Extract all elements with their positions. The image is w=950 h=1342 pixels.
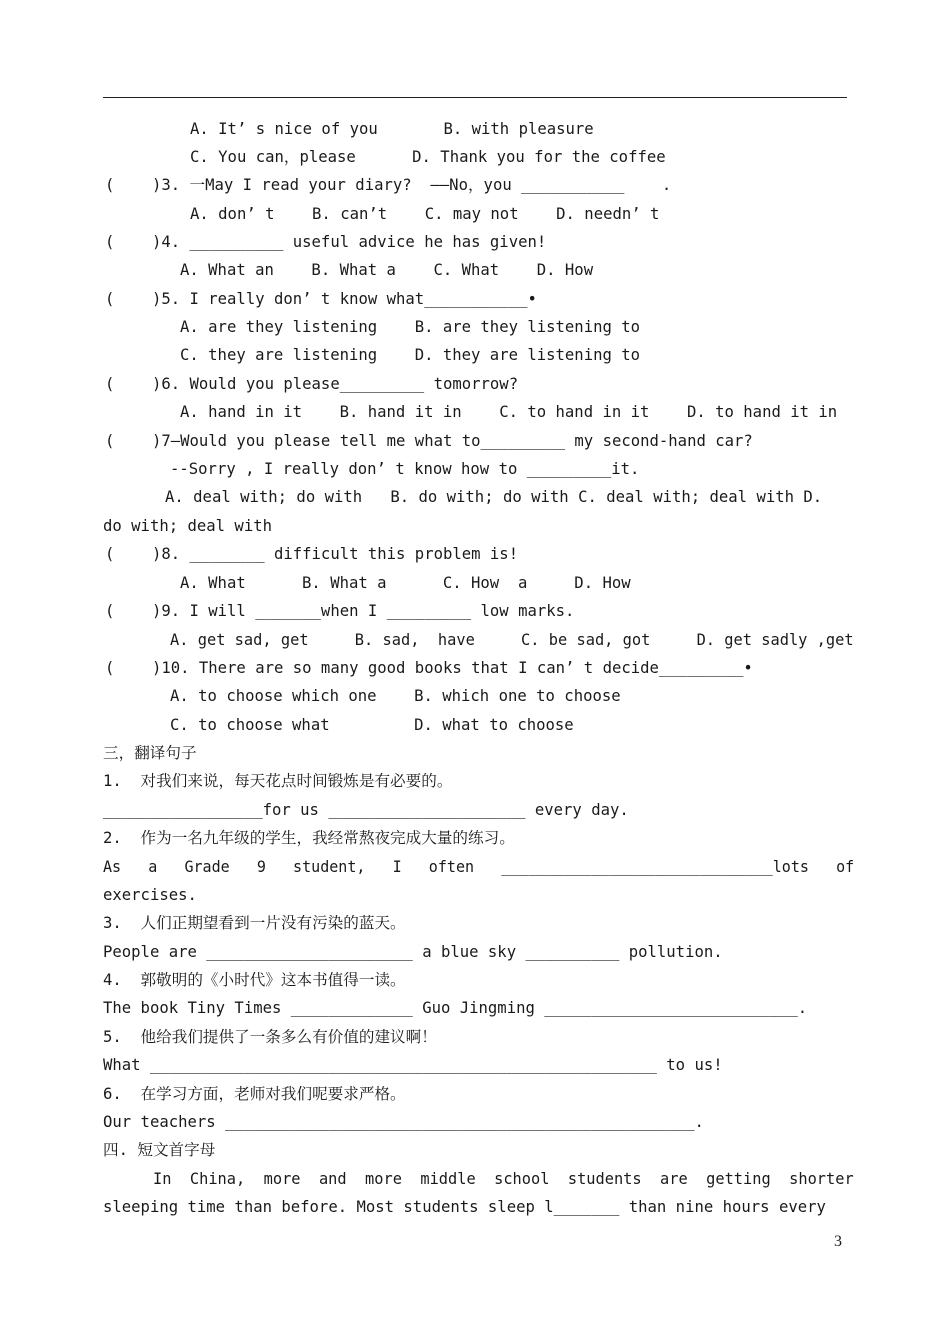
text-line: ( )4. __________ useful advice he has given! (105, 233, 547, 251)
text-line: 4. 郭敬明的《小时代》这本书值得一读。 (103, 971, 406, 989)
text-line: sleeping time than before. Most students sleep l_______ than nine hours every (103, 1198, 826, 1216)
text-line: 2. 作为一名九年级的学生，我经常熬夜完成大量的练习。 (103, 829, 515, 847)
text-line: 四. 短文首字母 (103, 1141, 216, 1159)
text-line: In China, more and more middle school students are getting shorter (153, 1170, 854, 1188)
text-line: ( )6. Would you please_________ tomorrow? (105, 375, 519, 393)
text-line: 6. 在学习方面，老师对我们呢要求严格。 (103, 1085, 406, 1103)
text-line: --Sorry , I really don’ t know how to _________it. (170, 460, 640, 478)
text-line: What ______________________________________________________ to us! (103, 1056, 723, 1074)
text-line: The book Tiny Times _____________ Guo Jingming ___________________________. (103, 999, 808, 1017)
text-line: A. are they listening B. are they listening to (180, 318, 641, 336)
text-line: ( )10. There are so many good books that I can’ t decide_________• (105, 659, 753, 677)
text-line: ( )7—Would you please tell me what to_________ my second-hand car? (105, 432, 753, 450)
text-line: A. get sad, get B. sad, have C. be sad, got D. get sadly ,get (170, 631, 854, 649)
text-line: A. don’ t B. can’t C. may not D. needn’ t (190, 205, 660, 223)
text-line: ( )3. 一May I read your diary? ——No，you ___________ . (105, 176, 672, 194)
text-line: A. It’ s nice of you B. with pleasure (190, 120, 594, 138)
text-line: ( )5. I really don’ t know what___________• (105, 290, 537, 308)
text-line: A. to choose which one B. which one to choose (170, 687, 621, 705)
text-line: C. to choose what D. what to choose (170, 716, 574, 734)
text-line: As a Grade 9 student, I often ______________________________lots of (103, 858, 855, 876)
text-line: A. What B. What a C. How a D. How (180, 574, 631, 592)
text-line: ( )9. I will _______when I _________ low marks. (105, 602, 575, 620)
text-line: do with; deal with (103, 517, 272, 535)
text-line: 3. 人们正期望看到一片没有污染的蓝天。 (103, 914, 406, 932)
text-line: 三，翻译句子 (103, 744, 197, 762)
text-line: C. they are listening D. they are listening to (180, 346, 641, 364)
text-line: _________________for us _____________________ every day. (103, 801, 629, 819)
text-line: Our teachers __________________________________________________. (103, 1113, 704, 1131)
text-line: 1. 对我们来说，每天花点时间锻炼是有必要的。 (103, 772, 453, 790)
header-rule (103, 97, 847, 98)
text-line: People are ______________________ a blue sky __________ pollution. (103, 943, 723, 961)
text-line: 5. 他给我们提供了一条多么有价值的建议啊！ (103, 1028, 437, 1046)
text-line: C. You can，please D. Thank you for the coffee (190, 148, 666, 166)
page-number: 3 (834, 1233, 842, 1250)
text-line: ( )8. ________ difficult this problem is! (105, 545, 519, 563)
text-line: A. hand in it B. hand it in C. to hand in it D. to hand it in (180, 403, 838, 421)
text-line: A. deal with; do with B. do with; do with C. deal with; deal with D. (165, 488, 823, 506)
text-line: exercises. (103, 886, 197, 904)
text-line: A. What an B. What a C. What D. How (180, 261, 594, 279)
